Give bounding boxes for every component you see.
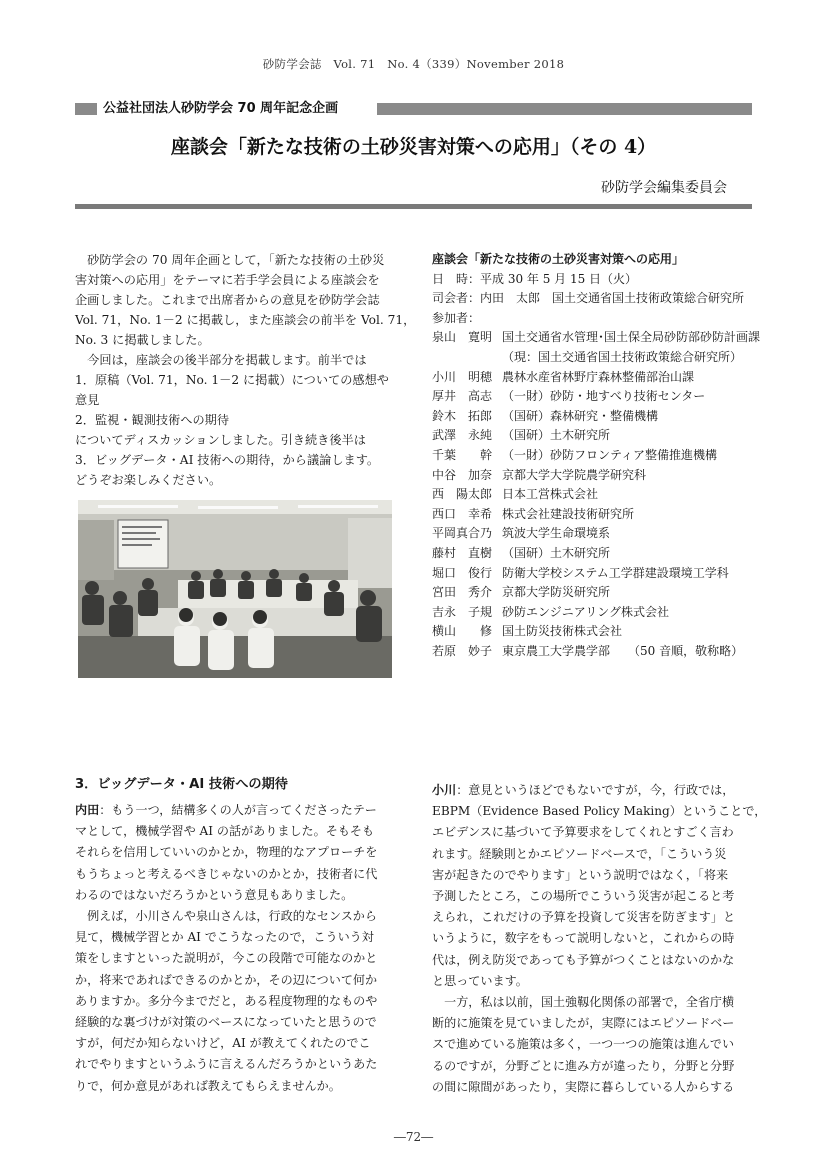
participant-affiliation: 株式会社建設技術研究所: [502, 506, 635, 521]
participant-affiliation: （国研）森林研究・整備機構: [502, 408, 659, 423]
participant-name: 小川 明穂: [432, 369, 493, 384]
participant-affiliation: 国土交通省水管理･国土保全局砂防部砂防計画課: [502, 330, 761, 345]
participant-affiliation: 京都大学大学院農学研究科: [502, 467, 647, 482]
participant-affiliation: 東京農工大学農学部 （50 音順，敬称略）: [502, 643, 744, 658]
roundtable-photo: [78, 500, 392, 678]
participant-list: [432, 328, 761, 661]
dialogue-line: 策をしますといった説明が，今この段階で可能なのかと: [75, 951, 378, 966]
dialogue-line: EBPM（Evidence Based Policy Making）ということで，: [432, 804, 767, 819]
participant-affiliation: 京都大学防災研究所: [502, 585, 611, 600]
intro-line: 1．原稿（Vol. 71，No. 1－2 に掲載）についての感想や: [75, 373, 389, 387]
dialogue-line: 小川：意見というほどでもないですが，今，行政では，: [432, 783, 735, 797]
participant-name: 千葉 幹: [432, 447, 493, 462]
participant-affiliation: 農林水産省林野庁森林整備部治山課: [502, 369, 695, 384]
participant-affiliation: （一財）砂防フロンティア整備推進機構: [502, 447, 718, 462]
article-author: 砂防学会編集委員会: [601, 180, 727, 196]
intro-line: 企画しました。これまで出席者からの意見を砂防学会誌: [75, 293, 380, 307]
info-title: 座談会「新たな技術の土砂災害対策への応用」: [432, 252, 685, 266]
participant-affiliation: （一財）砂防・地すべり技術センター: [502, 389, 706, 404]
participant-name: 武澤 永純: [432, 428, 493, 443]
dialogue-line: もうちょっと考えるべきじゃないのかとか，技術者に代: [75, 866, 378, 881]
article-title: 座談会「新たな技術の土砂災害対策への応用」（その 4）: [170, 136, 657, 158]
participant-name: 横山 修: [432, 624, 493, 639]
meeting-room-image: [78, 500, 392, 678]
intro-line: どうぞお楽しみください。: [75, 473, 222, 487]
intro-line: 今回は，座談会の後半部分を掲載します。前半では: [75, 353, 367, 367]
participant-row: [432, 564, 754, 584]
participant-row: [432, 446, 754, 466]
anniversary-banner: [75, 100, 752, 117]
participant-row: [432, 603, 754, 623]
participant-name: 泉山 寛明: [432, 330, 493, 345]
intro-line: No. 3 に掲載しました。: [75, 333, 210, 347]
participant-row: [432, 426, 754, 446]
participant-name: 西 陽太郎: [432, 487, 493, 502]
dialogue-line: れます。経験則とかエピソードベースで，「こういう災: [432, 846, 727, 861]
page-number: ―72―: [393, 1130, 434, 1144]
dialogue-line: えられ，これだけの予算を投資して災害を防ぎます」と: [432, 910, 736, 925]
info-date: 日 時：平成 30 年 5 月 15 日（火）: [432, 271, 638, 286]
participant-name: 鈴木 拓郎: [432, 408, 493, 423]
title-rule: [75, 204, 752, 209]
dialogue-line: マとして，機械学習や AI の話がありました。そもそも: [75, 824, 375, 839]
right-column: [432, 780, 767, 1098]
participant-affiliation: 日本工営株式会社: [502, 487, 599, 502]
banner-bar-left: [75, 103, 97, 115]
participant-row: [432, 387, 754, 407]
dialogue-line: 一方，私は以前，国土強靱化関係の部署で，全省庁横: [432, 995, 735, 1010]
dialogue-line: りで，何か意見があれば教えてもらえませんか。: [75, 1078, 341, 1093]
participant-affiliation: 防衛大学校システム工学群建設環境工学科: [502, 565, 729, 580]
dialogue-line: ありますか。多分今までだと，ある程度物理的なものや: [75, 993, 378, 1008]
dialogue-line: と思っています。: [432, 973, 528, 988]
participant-name: 堀口 俊行: [432, 565, 493, 580]
participant-name: 若原 妙子: [432, 643, 493, 658]
intro-text: [75, 250, 416, 490]
dialogue-line: わるのではないだろうかという意見もありました。: [75, 887, 354, 902]
dialogue-line: それらを信用していいのかとか，物理的なアプローチを: [75, 845, 378, 860]
intro-line: 3．ビッグデータ・AI 技術への期待，から議論します。: [75, 453, 380, 467]
speaker-name: 小川: [432, 783, 457, 797]
dialogue-line: 経験的な裏づけが対策のベースになっていたと思うので: [75, 1015, 377, 1030]
participant-row: [432, 368, 754, 388]
participant-affiliation: （国研）土木研究所: [502, 428, 611, 443]
dialogue-line: すが，何だか知らないけど，AI が教えてくれたのでこ: [75, 1036, 371, 1051]
participant-row: [432, 328, 761, 348]
participant-row: [432, 583, 754, 603]
intro-line: 2．監視・観測技術への期待: [75, 413, 230, 427]
participant-row: [432, 485, 754, 505]
participant-row: [432, 505, 754, 525]
dialogue-line: 代は，例え防災であっても予算がつくことはないのかな: [432, 952, 735, 967]
intro-line: 害対策への応用」をテーマに若手学会員による座談会を: [75, 273, 380, 287]
dialogue-line: 害が起きたのでやります」という説明ではなく，「将来: [432, 867, 729, 882]
dialogue-line: スで進めている施策は多く，一つ一つの施策は進んでい: [432, 1037, 735, 1052]
participant-name: 平岡真合乃: [432, 526, 493, 541]
intro-line: Vol. 71，No. 1－2 に掲載し，また座談会の前半を Vol. 71，: [75, 313, 416, 327]
dialogue-line: 見て，機械学習とか AI でこうなったので，こういう対: [75, 930, 374, 945]
banner-bar-right: [377, 103, 752, 115]
participant-name: 中谷 加奈: [432, 467, 493, 482]
participant-name: 宮田 秀介: [432, 585, 493, 600]
intro-line: 砂防学会の 70 周年企画として，「新たな技術の土砂災: [75, 253, 385, 267]
dialogue-line: の間に隙間があったり，実際に暮らしている人からする: [432, 1079, 735, 1094]
info-host: 司会者：内田 太郎 国土交通省国土技術政策総合研究所: [432, 291, 745, 306]
participant-name: 藤村 直樹: [432, 545, 493, 560]
participant-row: [432, 642, 754, 662]
dialogue-line: エビデンスに基づいて予算要求をしてくれとすごく言わ: [432, 825, 734, 840]
dialogue-line: れでやりますというふうに言えるんだろうかというあた: [75, 1057, 378, 1072]
participant-affiliation: （国研）土木研究所: [502, 545, 611, 560]
participant-row: [432, 622, 754, 642]
left-column: [75, 800, 405, 1097]
dialogue-line: 断的に施策を見ていましたが，実際にはエピソードベー: [432, 1016, 735, 1031]
participant-name: 厚井 高志: [432, 389, 493, 404]
participant-row: [432, 544, 754, 564]
participant-name: 西口 幸希: [432, 506, 493, 521]
participant-row: [432, 407, 754, 427]
journal-header: 砂防学会誌 Vol. 71 No. 4（339）November 2018: [262, 57, 565, 71]
participant-affiliation: 国土防災技術株式会社: [502, 624, 623, 639]
dialogue-line: 予測したところ，この場所でこういう災害が起こると考: [432, 889, 735, 904]
banner-text: 公益社団法人砂防学会 70 周年記念企画: [103, 101, 339, 116]
info-participants-label: 参加者：: [432, 310, 481, 325]
participant-affiliation: 筑波大学生命環境系: [502, 526, 611, 541]
dialogue-line: 例えば，小川さんや泉山さんは，行政的なセンスから: [75, 909, 377, 924]
participant-affiliation: 砂防エンジニアリング株式会社: [502, 604, 669, 619]
participant-row: [432, 348, 754, 368]
participant-name: 吉永 子規: [432, 604, 493, 619]
participant-affiliation: （現：国土交通省国土技術政策総合研究所）: [502, 349, 743, 364]
intro-line: 意見: [75, 393, 100, 407]
speaker-name: 内田: [75, 803, 100, 817]
dialogue-line: 内田：もう一つ，結構多くの人が言ってくださったテー: [75, 803, 377, 817]
participant-row: [432, 524, 754, 544]
dialogue-line: いうように，数字をもって説明しないと，これからの時: [432, 931, 735, 946]
dialogue-line: るのですが，分野ごとに進み方が違ったり，分野と分野: [432, 1058, 735, 1073]
roundtable-info: [432, 250, 761, 661]
section-heading: 3．ビッグデータ・AI 技術への期待: [75, 777, 288, 792]
dialogue-line: か，将来であればできるのかとか，その辺について何か: [75, 972, 378, 987]
participant-row: [432, 466, 754, 486]
intro-line: についてディスカッションしました。引き続き後半は: [75, 433, 366, 447]
